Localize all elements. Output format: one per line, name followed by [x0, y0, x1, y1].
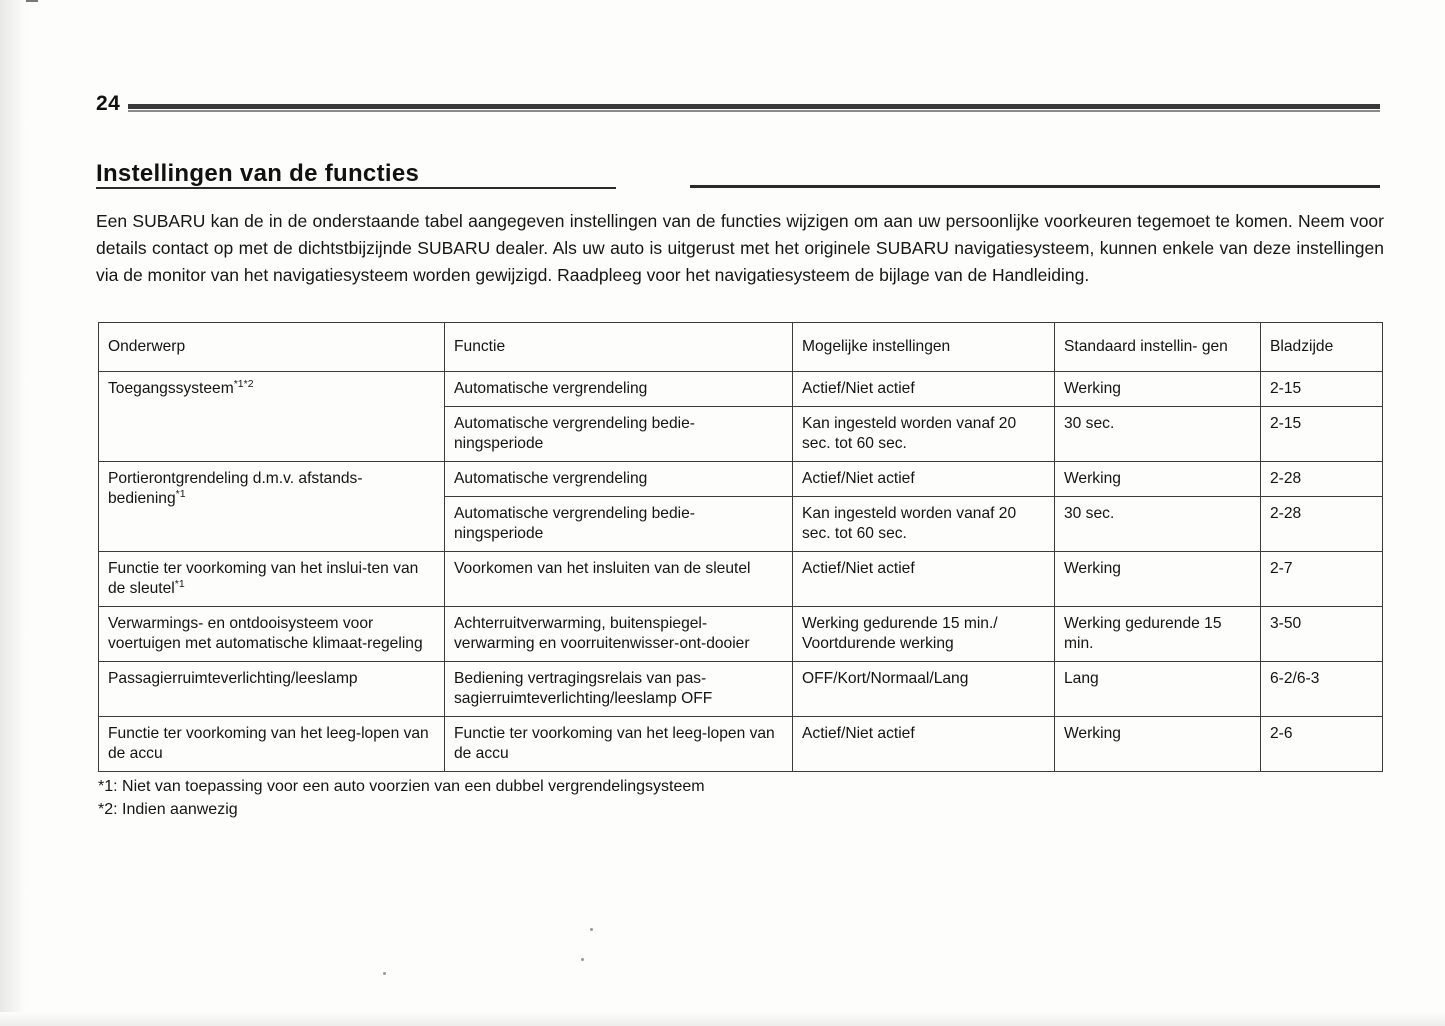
cell-functie: Achterruitverwarming, buitenspiegel-verwarming en voorruitenwisser-ont-dooier [445, 607, 793, 662]
cell-mogelijke-instellingen: Actief/Niet actief [793, 552, 1055, 607]
table-header [99, 323, 1383, 372]
cell-bladzijde: 6-2/6-3 [1261, 662, 1383, 717]
cell-onderwerp: Functie ter voorkoming van het leeg-lopen van de accu [99, 717, 445, 772]
cell-functie: Bediening vertragingsrelais van pas-sagierruimteverlichting/leeslamp OFF [445, 662, 793, 717]
table-row [99, 717, 1383, 772]
cell-standaard-instellingen: Werking [1055, 552, 1261, 607]
cell-mogelijke-instellingen: Kan ingesteld worden vanaf 20 sec. tot 60 sec. [793, 407, 1055, 462]
table-row [99, 372, 1383, 407]
page-number: 24 [96, 92, 121, 115]
cell-bladzijde: 2-15 [1261, 372, 1383, 407]
page-title: Instellingen van de functies [96, 160, 420, 187]
cell-standaard-instellingen: Werking [1055, 372, 1261, 407]
cell-standaard-instellingen: Werking [1055, 717, 1261, 772]
cell-standaard-instellingen: 30 sec. [1055, 407, 1261, 462]
scan-artifact-speck [590, 928, 593, 931]
header-rule-thin [128, 110, 1380, 112]
cell-bladzijde: 2-15 [1261, 407, 1383, 462]
cell-mogelijke-instellingen: Actief/Niet actief [793, 717, 1055, 772]
cell-mogelijke-instellingen: Actief/Niet actief [793, 372, 1055, 407]
cell-functie: Automatische vergrendeling [445, 372, 793, 407]
cell-mogelijke-instellingen: Werking gedurende 15 min./ Voortdurende werking [793, 607, 1055, 662]
settings-table [98, 322, 1383, 772]
footnote-marker: *1 [174, 577, 185, 590]
cell-onderwerp: Verwarmings- en ontdooisysteem voor voertuigen met automatische klimaat-regeling [99, 607, 445, 662]
cell-bladzijde: 2-28 [1261, 497, 1383, 552]
cell-standaard-instellingen: 30 sec. [1055, 497, 1261, 552]
cell-bladzijde: 3-50 [1261, 607, 1383, 662]
header-rule [128, 104, 1380, 109]
column-header-functie: Functie [445, 323, 793, 372]
table-row [99, 607, 1383, 662]
footnote-marker: *1*2 [233, 377, 254, 390]
intro-paragraph: Een SUBARU kan de in de onderstaande tabel aangegeven instellingen van de functies wijzigen om aan uw persoonlijke voorkeuren tegemoet te komen. Neem voor details contact op met de dichtstbijzijnde SUBARU dealer. Als uw auto is uitgerust met het originele SUBARU navigatiesysteem, kunnen enkele van deze instellingen via de monitor van het navigatiesysteem worden gewijzigd. Raadpleeg voor het navigatiesysteem de bijlage van de Handleiding. [96, 211, 1384, 285]
footnote-2: *2: Indien aanwezig [98, 801, 238, 818]
cell-functie: Automatische vergrendeling bedie- ningsperiode [445, 497, 793, 552]
cell-mogelijke-instellingen: Actief/Niet actief [793, 462, 1055, 497]
footnote-1: *1: Niet van toepassing voor een auto voorzien van een dubbel vergrendelingsysteem [98, 778, 705, 795]
cell-standaard-instellingen: Werking gedurende 15 min. [1055, 607, 1261, 662]
cell-mogelijke-instellingen: OFF/Kort/Normaal/Lang [793, 662, 1055, 717]
cell-bladzijde: 2-7 [1261, 552, 1383, 607]
cell-onderwerp: Portierontgrendeling d.m.v. afstands-bediening$^{*1}$ [99, 462, 445, 552]
page-edge-shadow-left [0, 0, 26, 1026]
footnote-marker: *1 [175, 487, 186, 500]
cell-functie: Functie ter voorkoming van het leeg-lopen van de accu [445, 717, 793, 772]
scan-artifact-speck [383, 972, 386, 975]
cell-onderwerp: Toegangssysteem$^{*1*2}$ [99, 372, 445, 462]
title-underline-right [690, 185, 1380, 188]
table-row [99, 552, 1383, 607]
cell-mogelijke-instellingen: Kan ingesteld worden vanaf 20 sec. tot 60 sec. [793, 497, 1055, 552]
cell-standaard-instellingen: Lang [1055, 662, 1261, 717]
table-header-row [99, 323, 1383, 372]
title-underline-left [96, 187, 616, 189]
page-edge-shadow-bottom [0, 1012, 1445, 1026]
cell-functie: Voorkomen van het insluiten van de sleutel [445, 552, 793, 607]
table-row [99, 662, 1383, 717]
column-header-bladzijde: Bladzijde [1261, 323, 1383, 372]
cell-bladzijde: 2-6 [1261, 717, 1383, 772]
column-header-standaard-instellingen: Standaard instellin- gen [1055, 323, 1261, 372]
table-body [99, 372, 1383, 772]
scan-artifact-speck [581, 958, 584, 961]
column-header-mogelijke-instellingen: Mogelijke instellingen [793, 323, 1055, 372]
cell-functie: Automatische vergrendeling bedie- ningsperiode [445, 407, 793, 462]
column-header-onderwerp: Onderwerp [99, 323, 445, 372]
cell-standaard-instellingen: Werking [1055, 462, 1261, 497]
cell-onderwerp: Functie ter voorkoming van het inslui-ten van de sleutel$^{*1}$ [99, 552, 445, 607]
cell-bladzijde: 2-28 [1261, 462, 1383, 497]
settings-table-wrapper [98, 322, 1382, 772]
cell-functie: Automatische vergrendeling [445, 462, 793, 497]
table-row [99, 462, 1383, 497]
cell-onderwerp: Passagierruimteverlichting/leeslamp [99, 662, 445, 717]
footnotes [98, 775, 705, 821]
